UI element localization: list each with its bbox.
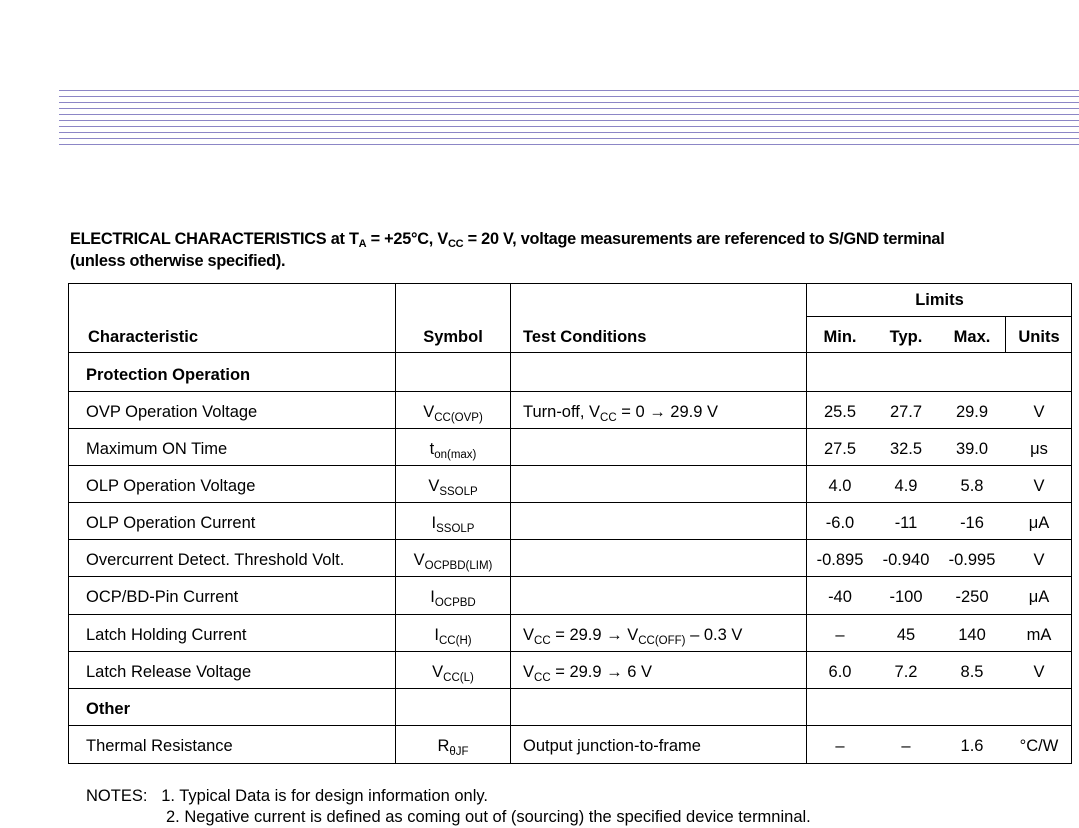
row-symbol: $t_{on(max)}$ <box>429 440 477 461</box>
row-min: 4.0 <box>828 477 852 495</box>
row-max: 1.6 <box>960 737 984 755</box>
row-max: 39.0 <box>955 440 989 458</box>
row-min: -40 <box>828 588 852 606</box>
row-typ: -100 <box>889 588 923 606</box>
row-characteristic: Latch Release Voltage <box>86 663 252 681</box>
row-units: °C/W <box>1019 737 1059 755</box>
row-max: 140 <box>958 626 986 644</box>
table-heading: ELECTRICAL CHARACTERISTICS at $T_A = +25^\circ C$, $V_{CC} = 20$ V, voltage measurements are referenced to S/GND terminal (unless otherwise specified). <box>70 230 945 270</box>
row-typ: 7.2 <box>894 663 918 681</box>
row-typ: -0.940 <box>882 551 930 569</box>
row-typ: 32.5 <box>889 440 923 458</box>
row-min: – <box>835 626 845 644</box>
row-units: μs <box>1030 440 1048 458</box>
row-characteristic: Maximum ON Time <box>86 440 228 458</box>
row-typ: 4.9 <box>894 477 918 495</box>
row-min: 25.5 <box>823 403 857 421</box>
row-characteristic: Overcurrent Detect. Threshold Volt. <box>86 551 345 569</box>
row-min: 27.5 <box>823 440 857 458</box>
row-test-conditions: Output junction-to-frame <box>523 737 701 755</box>
row-test-conditions: $V_{CC} = 29.9 \to 6$ V <box>523 663 652 684</box>
row-units: V <box>1033 551 1045 569</box>
section-other: Other <box>86 700 131 718</box>
row-max: 29.9 <box>955 403 989 421</box>
row-units: μA <box>1028 514 1050 532</box>
section-protection-operation: Protection Operation <box>86 366 251 384</box>
row-symbol: $V_{OCPBD(LIM)}$ <box>413 551 493 572</box>
row-min: -6.0 <box>825 514 855 532</box>
row-characteristic: Latch Holding Current <box>86 626 247 644</box>
row-max: -250 <box>955 588 989 606</box>
row-units: V <box>1033 663 1045 681</box>
row-characteristic: OVP Operation Voltage <box>86 403 258 421</box>
row-typ: 45 <box>896 626 916 644</box>
row-symbol: $V_{CC(OVP)}$ <box>423 403 483 424</box>
header-limits: Limits <box>915 291 964 309</box>
header-symbol: Symbol <box>423 328 483 346</box>
header-units: Units <box>1018 328 1060 346</box>
header-rules <box>59 90 1079 148</box>
row-symbol: $V_{SSOLP}$ <box>428 477 478 498</box>
row-min: -0.895 <box>816 551 864 569</box>
row-units: mA <box>1026 626 1052 644</box>
row-characteristic: OLP Operation Voltage <box>86 477 256 495</box>
row-max: 5.8 <box>960 477 984 495</box>
row-max: -16 <box>960 514 984 532</box>
header-typ: Typ. <box>889 328 923 346</box>
row-typ: -11 <box>894 514 918 532</box>
row-typ: 27.7 <box>889 403 923 421</box>
row-test-conditions: $V_{CC} = 29.9 \to V_{CC(OFF)} - 0.3$ V <box>523 626 743 647</box>
row-units: μA <box>1028 588 1050 606</box>
row-characteristic: OCP/BD-Pin Current <box>86 588 239 606</box>
row-min: 6.0 <box>828 663 852 681</box>
notes: NOTES: 1. Typical Data is for design information only. 2. Negative current is defined as coming out of (sourcing) the specified device termninal. <box>86 787 811 826</box>
row-symbol: $I_{OCPBD}$ <box>430 588 476 609</box>
row-characteristic: Thermal Resistance <box>86 737 233 755</box>
header-min: Min. <box>823 328 857 346</box>
row-symbol: $I_{CC(H)}$ <box>434 626 472 647</box>
row-units: V <box>1033 403 1045 421</box>
row-units: V <box>1033 477 1045 495</box>
header-characteristic: Characteristic <box>88 328 199 346</box>
row-max: 8.5 <box>960 663 984 681</box>
row-test-conditions: Turn-off, $V_{CC} = 0 \to 29.9$ V <box>523 403 719 424</box>
row-typ: – <box>901 737 911 755</box>
row-symbol: $I_{SSOLP}$ <box>431 514 475 535</box>
row-symbol: $R_{\theta JF}$ <box>437 737 469 758</box>
row-min: – <box>835 737 845 755</box>
electrical-characteristics-table <box>68 283 1072 764</box>
row-max: -0.995 <box>948 551 996 569</box>
header-max: Max. <box>953 328 991 346</box>
header-test-conditions: Test Conditions <box>523 328 647 346</box>
row-symbol: $V_{CC(L)}$ <box>432 663 474 684</box>
row-characteristic: OLP Operation Current <box>86 514 256 532</box>
